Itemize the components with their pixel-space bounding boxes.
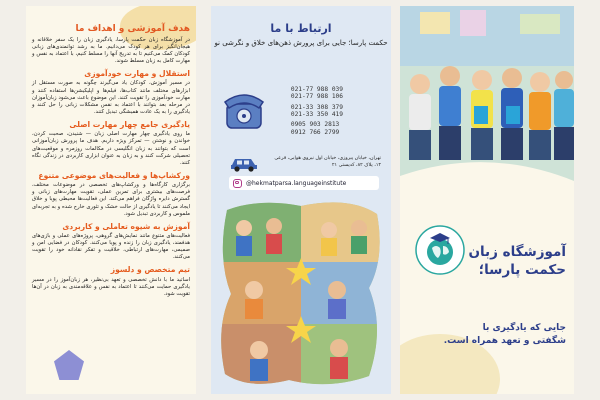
decorative-pentagon bbox=[54, 350, 84, 380]
section-body-interactive: فعالیت‌های متنوع مانند نمایش‌های گروهی، پروژه‌های عملی و بازی‌های هدفمند، یادگیری زبان را زنده و پویا می‌کنند. کودکان در فضایی امن و صمیمی، مهارت‌های ارتباطی، خلاقیت و تفکر نقادانه خود را تقویت می‌کنند. bbox=[32, 232, 190, 261]
section-body-team: اساتید ما با دانش تخصصی و تعهد بی‌نظیر، هر زبان‌آموز را در مسیر یادگیری حمایت می‌کنند تا اعتماد به نفس و علاقه‌مندی به زبان در آن‌ها تقویت شود. bbox=[32, 276, 190, 297]
slogan-line1: جایی که یادگیری با bbox=[482, 323, 566, 333]
instagram-icon bbox=[233, 179, 242, 188]
phone-number[interactable]: 021-33 350 419 bbox=[290, 110, 343, 118]
section-body-independence: در مسیر آموزش، کودکان یاد می‌گیرند چگونه به صورت مستقل از ابزارهای مختلف مانند کتاب‌ها، فیلم‌ها و اپلیکیشن‌ها استفاده کنند و مهارت خودآموزی را تقویت کنند. این موضوع باعث می‌شود زبان‌آموزان در مرحله بعد بتوانند با اعتماد به نفس مشکلات زبانی را حل کنند و یادگیری را به یک عادت همیشگی تبدیل کنند. bbox=[32, 80, 190, 116]
instagram-row[interactable] bbox=[229, 176, 379, 190]
section-title-workshops: ورکشاپ‌ها و فعالیت‌های موضوعی متنوع bbox=[38, 170, 190, 180]
section-title-interactive: آموزش به شیوه تعاملی و کاربردی bbox=[62, 221, 190, 231]
phone-group bbox=[291, 104, 343, 119]
phone-number[interactable]: 021-33 308 379 bbox=[290, 103, 343, 111]
section-title-team: تیم متخصص و دلسوز bbox=[110, 265, 190, 275]
instagram-handle[interactable]: @hekmatparsa.languageinstitute bbox=[246, 179, 347, 187]
phone-number[interactable]: 021-77 988 039 bbox=[290, 86, 343, 93]
section-title-independence: استقلال و مهارت خودآموزی bbox=[84, 69, 190, 79]
phone-number[interactable]: 0912 766 2799 bbox=[290, 128, 340, 136]
section-body-goals: در آموزشگاه زبان حکمت پارسا، یادگیری زبان را یک سفر خلاقانه و هیجان‌انگیز برای هر کودک می‌دانیم. ما به رشد توانمندی‌های زبانی کودکان کمک می‌کنیم تا به تدریج آنها را مسلط کنیم، با اعتماد به نفس و مهارت کامل به زبان مسلط شوند. bbox=[32, 36, 190, 65]
contact-subtitle: حکمت پارسا؛ جایی برای پرورش ذهن‌های خلاق و نگرشی نو bbox=[214, 39, 388, 47]
slogan bbox=[416, 322, 566, 348]
phone-numbers bbox=[291, 86, 343, 139]
section-title-four-skills: یادگیری جامع چهار مهارت اصلی bbox=[69, 120, 190, 130]
school-name-line2: حکمت پارسا؛ bbox=[478, 261, 566, 278]
photo-collage bbox=[219, 198, 383, 388]
telephone-icon bbox=[221, 86, 267, 132]
school-name bbox=[456, 244, 566, 279]
school-name-line1: آموزشگاه زبان bbox=[468, 244, 566, 260]
contact-title: ارتباط با ما bbox=[270, 22, 332, 35]
phone-number[interactable]: 0905 903 2813 bbox=[290, 121, 340, 129]
section-body-four-skills: ما روی یادگیری چهار مهارت اصلی زبان — شنیدن، صحبت کردن، خواندن و نوشتن — تمرکز ویژه داریم. هدف ما پرورش زبان‌آموزانی است که بتوانند به زبان انگلیسی در مکالمات روزمره و موقعیت‌های تحصیلی شرکت کنند و به زبان به عنوان ابزاری کاربردی در زندگی نگاه کنند. bbox=[32, 131, 190, 166]
address-text: تهران، خیابان پیروزی، خیابان اول نیروی هوایی، فرعی ۱۴، پلاک ۸۲، کدپستی ۲۱ bbox=[274, 156, 381, 168]
middle-panel bbox=[211, 6, 391, 394]
left-panel bbox=[26, 6, 196, 394]
car-icon bbox=[229, 154, 259, 172]
slogan-line2: شگفتی و تعهد همراه است. bbox=[443, 336, 566, 347]
classroom-photo bbox=[400, 6, 574, 196]
section-body-workshops: برگزاری کارگاه‌ها و ورکشاپ‌های تخصصی در موضوعات مختلف، فرصت‌های بیشتری برای تمرین عملی، تقویت مهارت‌های زبانی و گسترش دایره واژگان فراهم می‌کند. این فعالیت‌ها محیطی پویا و خلاق ایجاد می‌کنند تا یادگیری از حالت خشک و تئوری خارج شده و به تجربه‌ای ملموس و کاربردی تبدیل شود. bbox=[32, 182, 190, 217]
phone-group bbox=[291, 121, 343, 136]
right-panel bbox=[400, 6, 574, 394]
phone-number[interactable]: 021-77 988 106 bbox=[290, 93, 343, 101]
section-title-goals: هدف آموزشی و اهداف ما bbox=[75, 24, 190, 34]
phone-group bbox=[291, 86, 343, 101]
